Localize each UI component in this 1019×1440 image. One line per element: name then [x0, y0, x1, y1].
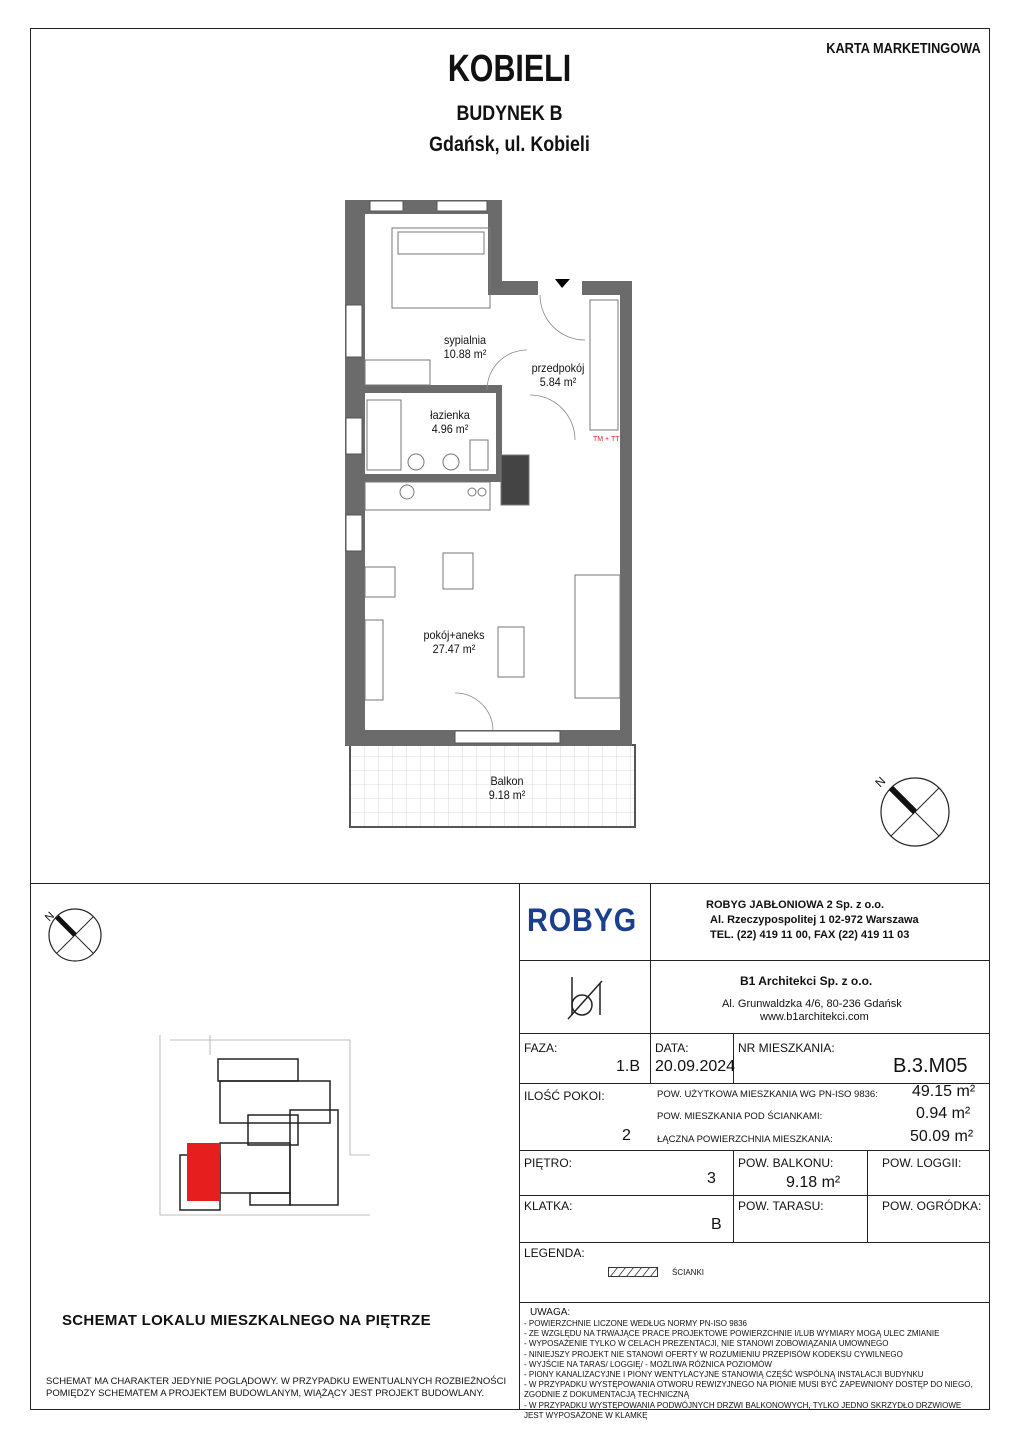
uwaga-line: - WYPOSAŻENIE TYLKO W CELACH PREZENTACJI, NIE STANOWI ZOBOWIĄZANIA UMOWNEGO — [524, 1339, 889, 1349]
developer-address: Al. Rzeczypospolitej 1 02-972 Warszawa — [710, 914, 919, 926]
pow-uz-label: POW. UŻYTKOWA MIESZKANIA WG PN-ISO 9836: — [657, 1089, 878, 1100]
uwaga-line: - POWIERZCHNIE LICZONE WEDŁUG NORMY PN-ISO 9836 — [524, 1319, 747, 1328]
room-bathroom-label: łazienka 4.96 m² — [430, 408, 470, 436]
pokoje-label: ILOŚĆ POKOI: — [524, 1089, 605, 1103]
architect-address: Al. Grunwaldzka 4/6, 80-236 Gdańsk — [722, 998, 902, 1010]
uwaga-line: - NINIEJSZY PROJEKT NIE STANOWI OFERTY W ROZUMIENIU PRZEPISÓW KODEKSU CYWILNEGO — [524, 1349, 903, 1359]
wall-hatch-icon — [608, 1267, 658, 1277]
pietro-value: 3 — [707, 1170, 716, 1187]
pietro-label: PIĘTRO: — [524, 1156, 573, 1170]
pow-sc-value: 0.94 m² — [916, 1105, 971, 1122]
compass-north-label: N — [872, 773, 889, 791]
pow-laczna-value: 50.09 m² — [910, 1128, 974, 1145]
faza-value: 1.B — [616, 1058, 641, 1075]
taras-label: POW. TARASU: — [738, 1199, 824, 1213]
b1-logo-icon — [560, 975, 610, 1020]
balkon-value: 9.18 m² — [786, 1174, 841, 1191]
schema-title: SCHEMAT LOKALU MIESZKALNEGO NA PIĘTRZE — [62, 1312, 431, 1329]
nr-label: NR MIESZKANIA: — [738, 1041, 835, 1055]
disclaimer-line-2: POMIĘDZY SCHEMATEM A PROJEKTEM BUDOWLANYM, WIĄŻĄCY JEST PROJEKT BUDOWLANY. — [46, 1388, 485, 1399]
disclaimer-line-1: SCHEMAT MA CHARAKTER JEDYNIE POGLĄDOWY. W PRZYPADKU EWENTUALNYCH ROZBIEŻNOŚCI — [46, 1376, 507, 1387]
uwaga-line: - WYJŚCIE NA TARAS/ LOGGIĘ/ - MOŻLIWA RÓŻNICA POZIOMÓW — [524, 1359, 772, 1369]
pokoje-value: 2 — [622, 1127, 631, 1144]
compass-main — [881, 778, 949, 846]
uwaga-list — [524, 1319, 973, 1421]
developer-phone: TEL. (22) 419 11 00, FAX (22) 419 11 03 — [710, 929, 910, 941]
robyg-logo: ROBYG — [527, 902, 638, 938]
legenda-item: ŚCIANKI — [672, 1268, 705, 1277]
pow-laczna-label: ŁĄCZNA POWIERZCHNIA MIESZKANIA: — [657, 1134, 833, 1145]
uwaga-line: - W PRZYPADKU WYSTĘPOWANIA OTWORU REWIZYJNEGO NA PIONIE MUSI BYĆ ZAPEWNIONY DOSTĘP DO NIEGO, — [524, 1380, 973, 1390]
uwaga-line: - PIONY KANALIZACYJNE I PIONY WENTYLACYJNE STANOWIĄ CZĘŚĆ WSPÓLNĄ INSTALACJI BUDYNKU — [524, 1370, 924, 1380]
developer-name: ROBYG JABŁONIOWA 2 Sp. z o.o. — [706, 899, 885, 911]
compass-small — [49, 909, 101, 961]
project-address: Gdańsk, ul. Kobieli — [429, 133, 590, 156]
room-living-label: pokój+aneks 27.47 m² — [423, 628, 485, 656]
klatka-label: KLATKA: — [524, 1199, 573, 1213]
walls — [345, 200, 632, 746]
legenda-label: LEGENDA: — [524, 1246, 585, 1260]
building-name: BUDYNEK B — [456, 102, 563, 125]
site-schema — [30, 885, 518, 1315]
apartment-highlight — [187, 1143, 220, 1201]
card-type: KARTA MARKETINGOWA — [826, 40, 981, 57]
room-balcony-label: Balkon 9.18 m² — [488, 774, 526, 802]
project-title: KOBIELI — [447, 48, 572, 90]
room-hall-label: przedpokój 5.84 m² — [531, 361, 585, 389]
loggia-label: POW. LOGGII: — [882, 1156, 962, 1170]
uwaga-line: - ZE WZGLĘDU NA TRWAJĄCE PRACE PROJEKTOWE POWIERZCHNIE I/LUB WYMIARY MOGĄ ULEC ZMIANIE — [524, 1329, 940, 1339]
data-value: 20.09.2024 — [655, 1058, 736, 1075]
uwaga-line: - W PRZYPADKU WYSTĘPOWANIA PODWÓJNYCH DRZWI BALKONOWYCH, TYLKO JEDNO SKRZYDŁO DRZWIOWE — [524, 1400, 962, 1410]
ogrodek-label: POW. OGRÓDKA: — [882, 1199, 982, 1213]
nr-value: B.3.M05 — [893, 1055, 968, 1077]
klatka-value: B — [711, 1216, 722, 1233]
data-label: DATA: — [655, 1041, 689, 1055]
pow-sc-label: POW. MIESZKANIA POD ŚCIANKAMI: — [657, 1111, 823, 1122]
balkon-label: POW. BALKONU: — [738, 1156, 834, 1170]
pow-uz-value: 49.15 m² — [912, 1083, 976, 1100]
faza-label: FAZA: — [524, 1041, 558, 1055]
compass-small-north-label: N — [42, 909, 58, 925]
architect-web: www.b1architekci.com — [760, 1011, 869, 1023]
room-bedroom-label: sypialnia 10.88 m² — [443, 333, 487, 361]
uwaga-line: JEST WYPOSAŻONE W KLAMKĘ — [524, 1410, 648, 1420]
uwaga-line: ZGODNIE Z DOKUMENTACJĄ TECHNICZNĄ — [524, 1390, 690, 1400]
uwaga-label: UWAGA: — [530, 1307, 571, 1318]
architect-name: B1 Architekci Sp. z o.o. — [740, 974, 873, 988]
plan-note: TM + TT — [593, 436, 620, 443]
